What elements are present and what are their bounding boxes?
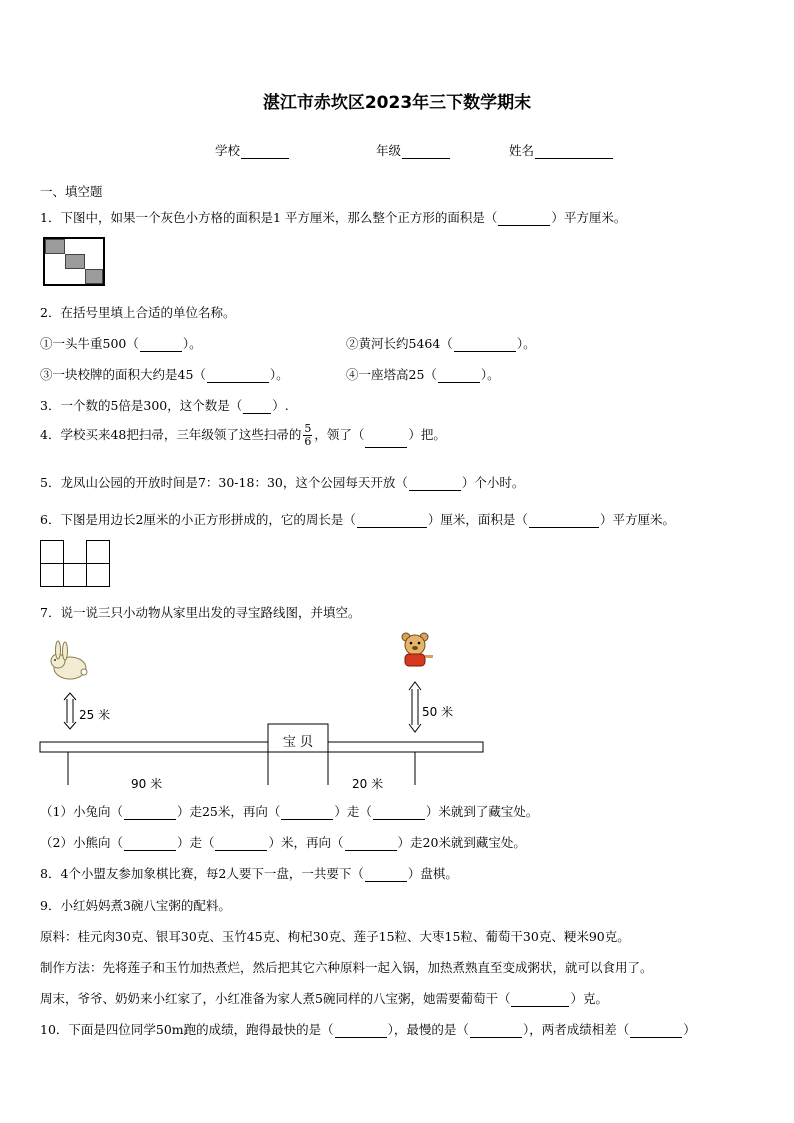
- question-1: [40, 208, 626, 226]
- q7-line2-blank-3[interactable]: [345, 838, 397, 851]
- grade-blank[interactable]: [402, 146, 450, 159]
- q1-grid-figure: [43, 237, 105, 286]
- q2-item1-end: ）。: [182, 336, 202, 351]
- question-7: 7．说一说三只小动物从家里出发的寻宝路线图，并填空。: [40, 605, 361, 620]
- q10-text-2: ），最慢的是（: [387, 1022, 469, 1037]
- q6-text-mid: ）厘米，面积是（: [427, 512, 528, 527]
- rabbit-distance-label: 25 米: [79, 708, 111, 722]
- q5-text-end: ）个小时。: [461, 475, 525, 490]
- right-segment-label: 20 米: [352, 777, 384, 791]
- q2-item-1: [40, 334, 202, 352]
- q2-item-3: [40, 365, 289, 383]
- question-4: [40, 423, 446, 448]
- q1-text-end: ）平方厘米。: [551, 210, 627, 225]
- treasure-map: [0, 625, 794, 800]
- question-6: [40, 510, 675, 528]
- name-label: 姓名: [509, 143, 535, 158]
- q7-line-1: [40, 802, 538, 820]
- q5-answer-blank[interactable]: [409, 478, 461, 491]
- bear-distance-arrow: [409, 682, 421, 732]
- name-field[interactable]: [509, 141, 614, 159]
- name-blank[interactable]: [535, 146, 613, 159]
- q9-weekend-end: ）克。: [570, 991, 608, 1006]
- q1-answer-blank[interactable]: [498, 213, 550, 226]
- q10-text: 10．下面是四位同学50m跑的成绩，跑得最快的是（: [40, 1022, 334, 1037]
- q6-squares-figure: [40, 540, 112, 588]
- q7-line1-blank-3[interactable]: [373, 807, 425, 820]
- q2-item2-text: ②黄河长约5464（: [346, 336, 453, 351]
- q7-line1-blank-1[interactable]: [124, 807, 176, 820]
- q9-weekend: [40, 989, 608, 1007]
- q7-line1-blank-2[interactable]: [281, 807, 333, 820]
- q7-line1-text-4: ）米就到了藏宝处。: [425, 804, 539, 819]
- q7-line2-text: （2）小熊向（: [40, 835, 123, 850]
- q2-item3-text: ③一块校牌的面积大约是45（: [40, 367, 206, 382]
- q7-line2-blank-1[interactable]: [124, 838, 176, 851]
- q10-text-3: ），两者成绩相差（: [522, 1022, 630, 1037]
- q2-item2-end: ）。: [516, 336, 536, 351]
- q6-text: 6．下图是用边长2厘米的小正方形拼成的，它的周长是（: [40, 512, 356, 527]
- bear-icon: [402, 633, 433, 666]
- q10-diff-blank[interactable]: [630, 1025, 682, 1038]
- q2-item-4: [346, 365, 500, 383]
- question-8: [40, 864, 458, 882]
- q2-item4-text: ④一座塔高25（: [346, 367, 437, 382]
- q9-ingredients: 原料：桂元肉30克、银耳30克、玉竹45克、枸杞30克、莲子15粒、大枣15粒、葡萄干30克、粳米90克。: [40, 929, 630, 944]
- q7-line1-text-3: ）走（: [334, 804, 372, 819]
- q5-text: 5．龙凤山公园的开放时间是7：30-18：30，这个公园每天开放（: [40, 475, 408, 490]
- q9-weekend-text: 周末，爷爷、奶奶来小红家了，小红准备为家人煮5碗同样的八宝粥，她需要葡萄干（: [40, 991, 511, 1006]
- grade-label: 年级: [376, 143, 402, 158]
- fraction-denominator: 6: [304, 435, 312, 448]
- q2-item-2: [346, 334, 536, 352]
- q8-text: 8．4个小盟友参加象棋比赛，每2人要下一盘，一共要下（: [40, 866, 364, 881]
- school-label: 学校: [215, 143, 241, 158]
- school-blank[interactable]: [241, 146, 289, 159]
- left-segment-label: 90 米: [131, 777, 163, 791]
- q7-line2-text-4: ）走20米就到藏宝处。: [397, 835, 526, 850]
- q1-text: 1．下图中，如果一个灰色小方格的面积是1 平方厘米，那么整个正方形的面积是（: [40, 210, 498, 225]
- q2-item4-blank[interactable]: [438, 370, 480, 383]
- q2-item3-blank[interactable]: [207, 370, 269, 383]
- q2-item4-end: ）。: [480, 367, 500, 382]
- q6-area-blank[interactable]: [529, 515, 599, 528]
- q2-item1-text: ①一头牛重500（: [40, 336, 139, 351]
- q8-answer-blank[interactable]: [365, 869, 407, 882]
- q2-item1-blank[interactable]: [140, 339, 182, 352]
- treasure-label: 宝 贝: [282, 735, 314, 750]
- q9-answer-blank[interactable]: [511, 994, 569, 1007]
- q3-text-end: ）.: [272, 398, 289, 413]
- q7-line2-text-3: ）米，再向（: [268, 835, 344, 850]
- question-3: [40, 396, 289, 414]
- q4-answer-blank[interactable]: [365, 435, 407, 448]
- q7-line2-blank-2[interactable]: [215, 838, 267, 851]
- bear-distance-label: 50 米: [422, 705, 454, 719]
- q2-item2-blank[interactable]: [454, 339, 516, 352]
- q4-text-end: ）把。: [408, 427, 446, 442]
- school-field[interactable]: [215, 141, 290, 159]
- q8-text-end: ）盘棋。: [407, 866, 458, 881]
- page-title: 湛江市赤坎区2023年三下数学期末: [262, 93, 532, 113]
- q2-item3-end: ）。: [269, 367, 289, 382]
- q10-text-end: ）: [683, 1022, 696, 1037]
- question-10: [40, 1020, 696, 1038]
- question-5: [40, 473, 524, 491]
- rabbit-icon: [51, 641, 87, 679]
- q3-text: 3．一个数的5倍是300，这个数是（: [40, 398, 243, 413]
- question-2: 2．在括号里填上合适的单位名称。: [40, 305, 236, 320]
- q10-slowest-blank[interactable]: [470, 1025, 522, 1038]
- q6-text-end: ）平方厘米。: [599, 512, 675, 527]
- grade-field[interactable]: [376, 141, 451, 159]
- q3-answer-blank[interactable]: [243, 401, 271, 414]
- rabbit-distance-arrow: [64, 693, 76, 729]
- q4-fraction: [303, 423, 312, 448]
- q7-line2-text-2: ）走（: [176, 835, 215, 850]
- q6-perimeter-blank[interactable]: [357, 515, 427, 528]
- q7-line-2: [40, 833, 526, 851]
- q4-text-mid: ，领了（: [314, 427, 365, 442]
- road: [40, 742, 483, 752]
- q9-method: 制作方法：先将莲子和玉竹加热煮烂，然后把其它六种原料一起入锅，加热煮熟直至变成粥状，就可以食用了。: [40, 960, 653, 975]
- q10-fastest-blank[interactable]: [335, 1025, 387, 1038]
- section-heading: 一、填空题: [40, 184, 103, 199]
- q7-line1-text-2: ）走25米，再向（: [176, 804, 281, 819]
- q7-line1-text: （1）小兔向（: [40, 804, 123, 819]
- fraction-numerator: 5: [304, 422, 312, 435]
- question-9: 9．小红妈妈煮3碗八宝粥的配料。: [40, 898, 231, 913]
- q4-text: 4．学校买来48把扫帚，三年级领了这些扫帚的: [40, 427, 302, 442]
